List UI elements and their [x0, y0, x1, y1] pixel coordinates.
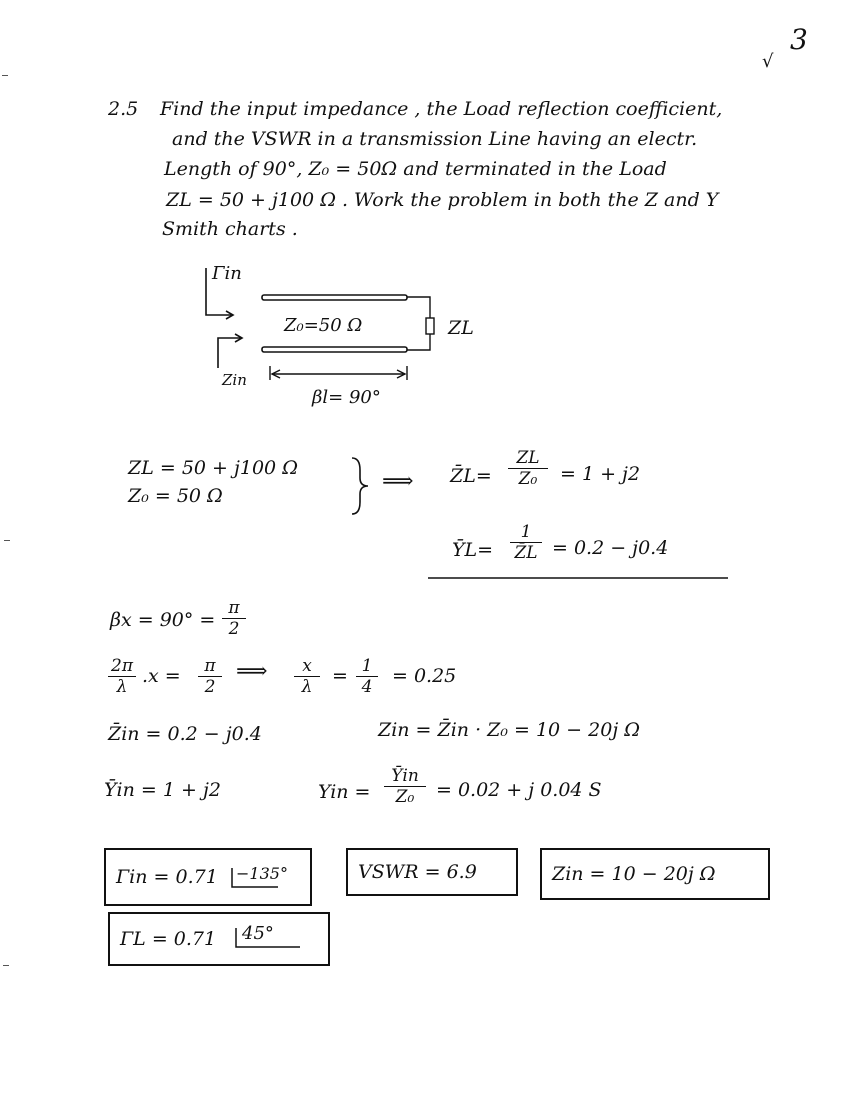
page-number: 3 — [790, 23, 808, 56]
yl-fraction — [510, 522, 542, 563]
two-pi-num: 2π — [108, 656, 136, 677]
answer-gamma-l-box — [108, 912, 330, 966]
implies-arrow: ⟹ — [382, 469, 414, 494]
yin-fraction — [384, 766, 426, 807]
answer-zin: Zin = 10 − 20j Ω — [552, 863, 716, 885]
given-z0: Z₀ = 50 Ω — [128, 485, 223, 507]
check-mark: √ — [762, 51, 774, 72]
problem-line-4: ZL = 50 + j100 Ω . Work the problem in both the Z and Y — [166, 189, 719, 211]
two-pi-over-lambda — [108, 656, 136, 697]
answer-zin-box — [540, 848, 770, 900]
beta-x-eq: βx = 90° = — [110, 609, 216, 631]
answer-vswr-box — [346, 848, 518, 896]
zl-normalized-rhs: = 1 + j2 — [560, 463, 641, 485]
problem-line-1: Find the input impedance , the Load reflection coefficient, — [160, 98, 723, 120]
z-in-label: Zin — [222, 371, 247, 389]
lambda-den: λ — [116, 677, 128, 697]
yl-lhs: ȲL= — [452, 539, 494, 561]
zl-load-label: ZL — [448, 317, 474, 339]
zin-normalized: Z̄in = 0.2 − j0.4 — [108, 723, 262, 745]
two-den: 2 — [228, 619, 240, 639]
yin-den: Z₀ — [395, 787, 415, 807]
yin-lhs: Yin = — [318, 781, 371, 803]
quarter-num: 1 — [356, 656, 378, 677]
zl-normalized-num: ZL — [508, 448, 548, 469]
eq-sign: = — [332, 665, 348, 687]
given-zl: ZL = 50 + j100 Ω — [128, 457, 298, 479]
pi-num: π — [222, 598, 246, 619]
z0-label: Z₀=50 Ω — [284, 315, 363, 336]
implies-arrow-2: ⟹ — [236, 659, 268, 684]
pi-over-two — [222, 598, 246, 639]
answer-gamma-in-angle: −135° — [236, 864, 288, 883]
yl-num: 1 — [510, 522, 542, 543]
problem-line-2: and the VSWR in a transmission Line having an electr. — [172, 128, 698, 150]
problem-number: 2.5 — [108, 98, 139, 120]
problem-line-3: Length of 90°, Z₀ = 50Ω and terminated in the Load — [164, 158, 667, 180]
yin-normalized: Ȳin = 1 + j2 — [104, 779, 221, 801]
quarter-value: = 0.25 — [392, 665, 457, 687]
zl-normalized-lhs: Z̄L= — [450, 465, 492, 487]
answer-gamma-l: ΓL = 0.71 — [120, 928, 217, 950]
yin-num: Ȳin — [384, 766, 426, 787]
zin-value: Zin = Z̄in · Z₀ = 10 − 20j Ω — [378, 719, 641, 741]
answer-vswr: VSWR = 6.9 — [358, 861, 477, 883]
x-over-lambda — [294, 656, 320, 697]
zl-normalized-den: Z₀ — [518, 469, 538, 489]
one-quarter — [356, 656, 378, 697]
pi-over-two-2 — [198, 656, 222, 697]
pi-num-2: π — [198, 656, 222, 677]
gamma-in-label: Γin — [212, 263, 242, 284]
zl-normalized-fraction — [508, 448, 548, 489]
x-lambda-den: λ — [301, 677, 313, 697]
beta-l-label: βl= 90° — [312, 387, 381, 408]
yin-rhs: = 0.02 + j 0.04 S — [436, 779, 602, 801]
yl-den: Z̄L — [514, 543, 538, 563]
x-num: x — [294, 656, 320, 677]
problem-line-5: Smith charts . — [162, 218, 298, 240]
two-den-2: 2 — [204, 677, 216, 697]
answer-gamma-in: Γin = 0.71 — [116, 866, 218, 888]
times-x: .x = — [142, 665, 181, 687]
quarter-den: 4 — [361, 677, 373, 697]
answer-gamma-l-angle: 45° — [242, 923, 274, 944]
yl-rhs: = 0.2 − j0.4 — [552, 537, 669, 559]
